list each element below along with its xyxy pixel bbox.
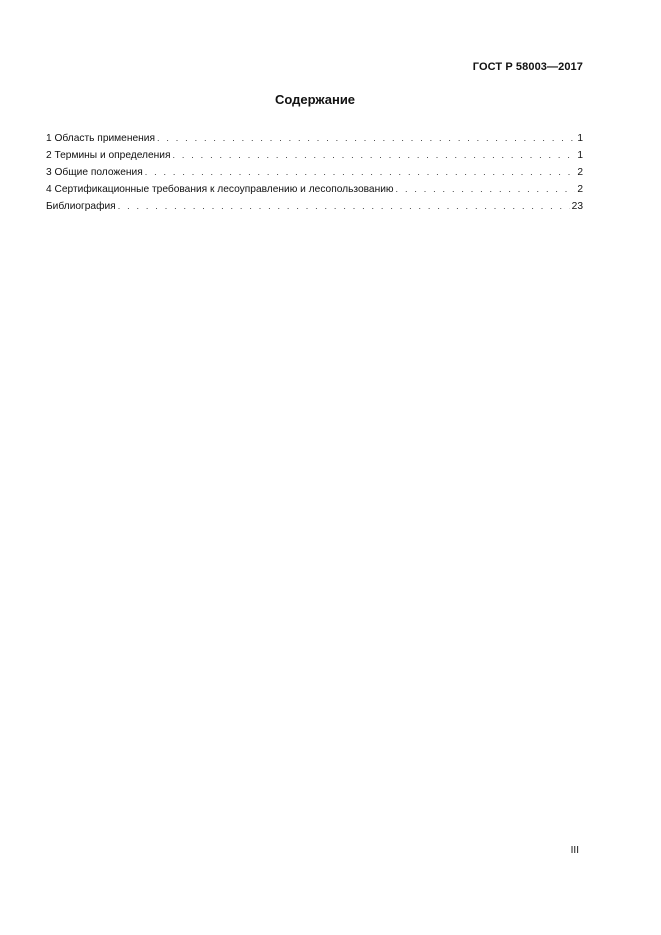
dot-leader — [145, 165, 576, 179]
standard-number: ГОСТ Р 58003—2017 — [472, 61, 583, 73]
toc-entry-page: 1 — [577, 133, 583, 144]
toc-entry-page: 2 — [577, 184, 583, 195]
toc-entry-terms[interactable] — [46, 148, 583, 165]
page-number: III — [570, 845, 579, 856]
toc-entry-bibliography[interactable] — [46, 199, 583, 216]
toc-title: Содержание — [274, 92, 356, 107]
toc-entry-label: Библиография — [46, 201, 116, 212]
toc-entry-label: 2 Термины и определения — [46, 150, 171, 161]
dot-leader — [118, 199, 570, 213]
dot-leader — [172, 148, 575, 162]
dot-leader — [396, 182, 576, 196]
table-of-contents — [46, 131, 583, 216]
toc-entry-general[interactable] — [46, 165, 583, 182]
toc-entry-page: 23 — [571, 201, 583, 212]
toc-entry-page: 2 — [577, 167, 583, 178]
toc-entry-scope[interactable] — [46, 131, 583, 148]
toc-entry-label: 1 Область применения — [46, 133, 155, 144]
dot-leader — [157, 131, 575, 145]
toc-entry-label: 4 Сертификационные требования к лесоуправлению и лесопользованию — [46, 184, 394, 195]
toc-entry-label: 3 Общие положения — [46, 167, 143, 178]
toc-entry-page: 1 — [577, 150, 583, 161]
toc-entry-requirements[interactable] — [46, 182, 583, 199]
